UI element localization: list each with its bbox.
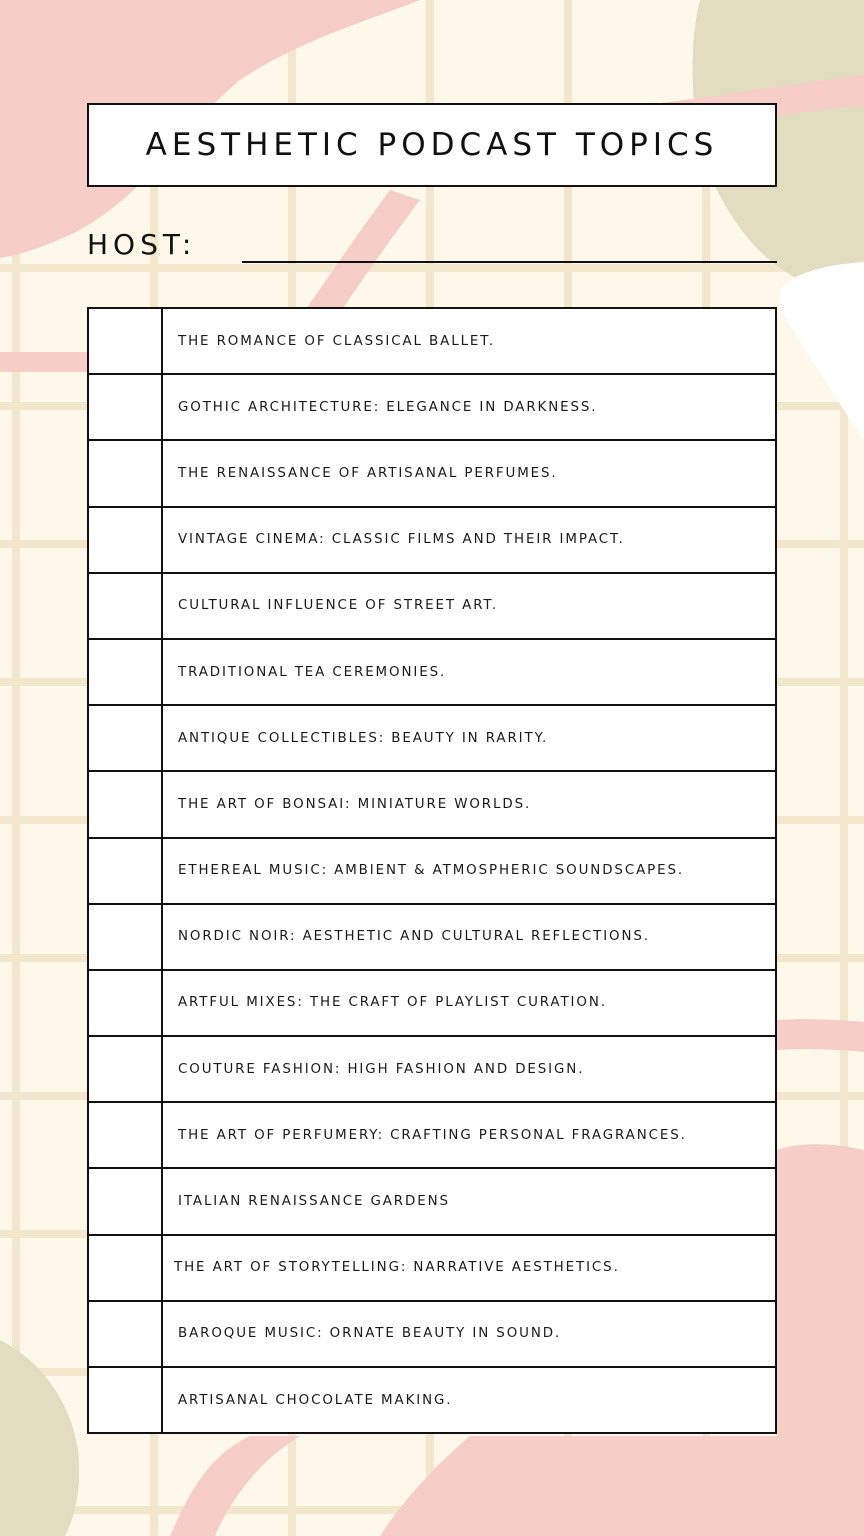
checkbox-cell[interactable] xyxy=(89,1302,163,1366)
topics-table xyxy=(87,307,777,1434)
topic-text: ARTFUL MIXES: THE CRAFT OF PLAYLIST CURATION. xyxy=(178,995,607,1011)
table-row xyxy=(89,640,775,706)
checkbox-cell[interactable] xyxy=(89,971,163,1035)
page-title: AESTHETIC PODCAST TOPICS xyxy=(145,127,719,163)
topic-text: ETHEREAL MUSIC: AMBIENT & ATMOSPHERIC SOUNDSCAPES. xyxy=(178,863,685,879)
table-row xyxy=(89,905,775,971)
table-row xyxy=(89,309,775,375)
title-box xyxy=(87,103,777,187)
topic-text: THE ART OF STORYTELLING: NARRATIVE AESTHETICS. xyxy=(174,1260,620,1276)
checkbox-cell[interactable] xyxy=(89,1037,163,1101)
checkbox-cell[interactable] xyxy=(89,574,163,638)
topic-text: THE RENAISSANCE OF ARTISANAL PERFUMES. xyxy=(178,465,558,481)
topic-text: ITALIAN RENAISSANCE GARDENS xyxy=(178,1194,450,1210)
topic-text: ARTISANAL CHOCOLATE MAKING. xyxy=(178,1392,453,1408)
table-row xyxy=(89,1236,775,1302)
topic-text: THE ART OF PERFUMERY: CRAFTING PERSONAL FRAGRANCES. xyxy=(178,1127,687,1143)
topic-text: THE ROMANCE OF CLASSICAL BALLET. xyxy=(178,333,495,349)
topic-text: BAROQUE MUSIC: ORNATE BEAUTY IN SOUND. xyxy=(178,1326,562,1342)
checkbox-cell[interactable] xyxy=(89,1169,163,1233)
topic-text: VINTAGE CINEMA: CLASSIC FILMS AND THEIR IMPACT. xyxy=(178,532,625,548)
checkbox-cell[interactable] xyxy=(89,309,163,373)
table-row xyxy=(89,706,775,772)
checkbox-cell[interactable] xyxy=(89,1368,163,1432)
checkbox-cell[interactable] xyxy=(89,1103,163,1167)
table-row xyxy=(89,441,775,507)
checkbox-cell[interactable] xyxy=(89,706,163,770)
table-row xyxy=(89,971,775,1037)
table-row xyxy=(89,772,775,838)
table-row xyxy=(89,1368,775,1432)
checkbox-cell[interactable] xyxy=(89,905,163,969)
table-row xyxy=(89,839,775,905)
topic-text: COUTURE FASHION: HIGH FASHION AND DESIGN. xyxy=(178,1061,585,1077)
checkbox-cell[interactable] xyxy=(89,1236,163,1300)
host-input-line[interactable] xyxy=(242,261,777,263)
table-row xyxy=(89,1103,775,1169)
topic-text: TRADITIONAL TEA CEREMONIES. xyxy=(178,664,447,680)
checkbox-cell[interactable] xyxy=(89,640,163,704)
topic-text: ANTIQUE COLLECTIBLES: BEAUTY IN RARITY. xyxy=(178,730,549,746)
topic-text: CULTURAL INFLUENCE OF STREET ART. xyxy=(178,598,499,614)
checkbox-cell[interactable] xyxy=(89,772,163,836)
checkbox-cell[interactable] xyxy=(89,375,163,439)
table-row xyxy=(89,1169,775,1235)
checkbox-cell[interactable] xyxy=(89,839,163,903)
topic-text: GOTHIC ARCHITECTURE: ELEGANCE IN DARKNESS. xyxy=(178,399,598,415)
topic-text: THE ART OF BONSAI: MINIATURE WORLDS. xyxy=(178,796,532,812)
table-row xyxy=(89,375,775,441)
checkbox-cell[interactable] xyxy=(89,508,163,572)
table-row xyxy=(89,574,775,640)
checkbox-cell[interactable] xyxy=(89,441,163,505)
table-row xyxy=(89,1302,775,1368)
topic-text: NORDIC NOIR: AESTHETIC AND CULTURAL REFLECTIONS. xyxy=(178,929,650,945)
table-row xyxy=(89,508,775,574)
host-label: HOST: xyxy=(87,228,197,261)
table-row xyxy=(89,1037,775,1103)
